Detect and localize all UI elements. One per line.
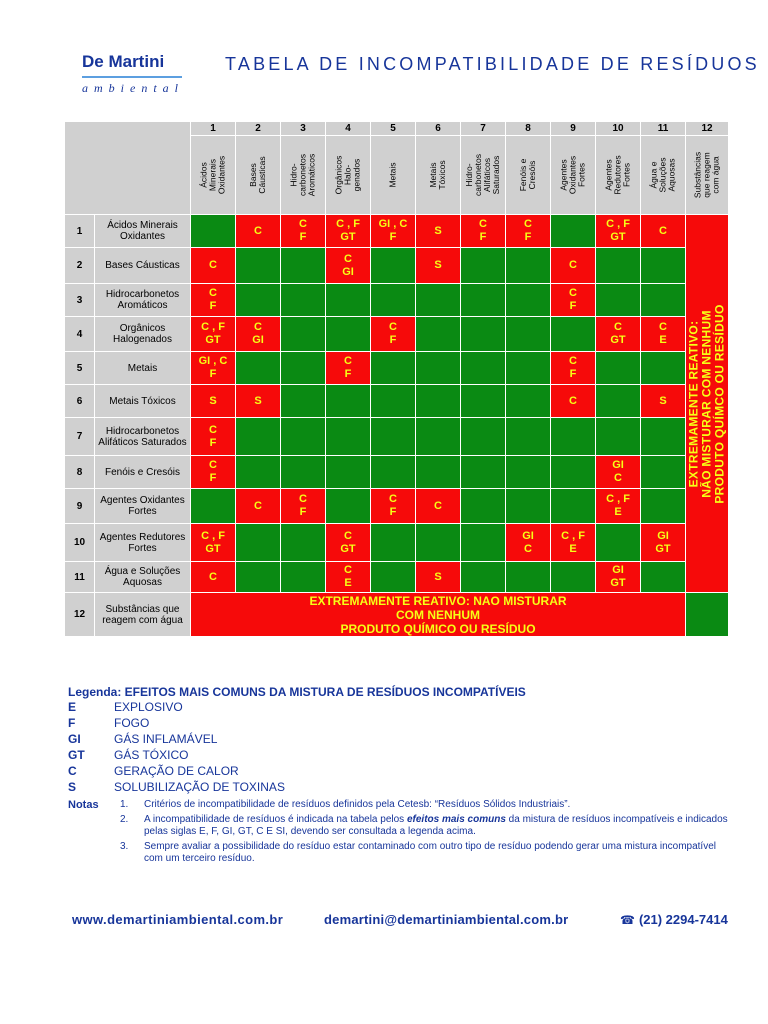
table-row (65, 317, 729, 352)
compatible-cell (326, 489, 371, 524)
compatible-cell (236, 418, 281, 456)
compatible-cell (551, 215, 596, 248)
column-number: 10 (596, 122, 641, 136)
column-number: 8 (506, 122, 551, 136)
incompatible-cell: C F (326, 352, 371, 385)
compatible-cell (641, 418, 686, 456)
row-number: 12 (65, 593, 95, 637)
table-row (65, 284, 729, 317)
column-number: 4 (326, 122, 371, 136)
column-label: Substâncias que reagem com água (692, 151, 721, 199)
row-number: 11 (65, 562, 95, 593)
incompatible-cell: C F (191, 456, 236, 489)
compatible-cell (461, 456, 506, 489)
compatible-cell (416, 418, 461, 456)
legend-item (68, 779, 748, 795)
compatible-cell (416, 284, 461, 317)
compatible-cell (191, 215, 236, 248)
legend-description: FOGO (114, 716, 150, 730)
compatible-cell (326, 385, 371, 418)
incompatible-cell: C (416, 489, 461, 524)
compatible-cell (461, 317, 506, 352)
note-number: 2. (120, 813, 129, 825)
compatible-cell (281, 352, 326, 385)
incompatible-cell: C F (551, 352, 596, 385)
compatible-cell (236, 562, 281, 593)
note-item (68, 841, 728, 866)
incompatible-cell: GI GT (596, 562, 641, 593)
row-number: 4 (65, 317, 95, 352)
compatible-cell (461, 524, 506, 562)
row-label: Fenóis e Cresóis (95, 456, 191, 489)
note-text (144, 841, 716, 865)
compatible-cell (281, 385, 326, 418)
compatible-cell (506, 385, 551, 418)
compatible-cell (461, 418, 506, 456)
table-row (65, 593, 729, 637)
incompatible-cell: C E (641, 317, 686, 352)
row-label: Metais (95, 352, 191, 385)
legend-code: GT (68, 748, 85, 762)
column-label: Agentes Redutores Fortes (603, 155, 632, 195)
logo (82, 52, 192, 96)
notes (68, 799, 728, 868)
notes-label: Notas (68, 799, 99, 811)
compatible-cell (281, 284, 326, 317)
row-number: 7 (65, 418, 95, 456)
compatible-cell (551, 456, 596, 489)
column-label: Metais (387, 162, 398, 188)
incompatible-cell: S (416, 248, 461, 284)
row-number: 2 (65, 248, 95, 284)
incompatible-cell: C F (281, 215, 326, 248)
incompatible-cell: GI GT (641, 524, 686, 562)
compatible-cell (596, 385, 641, 418)
compatible-cell (506, 456, 551, 489)
note-text-part: da mistura de resíduos incompatíveis e indicados pelas siglas E, F, GI, GT, C E SI, devendo ser consultada a legenda acima. (144, 813, 728, 837)
compatible-cell (416, 456, 461, 489)
incompatible-cell: GI C (596, 456, 641, 489)
compatible-cell (461, 385, 506, 418)
incompatible-cell: C (551, 248, 596, 284)
website-link[interactable]: www.demartiniambiental.com.br (72, 912, 284, 927)
compatible-cell (371, 248, 416, 284)
row-label: Substâncias que reagem com água (95, 593, 191, 637)
row-number: 6 (65, 385, 95, 418)
incompatible-cell: C F (551, 284, 596, 317)
compatible-cell (236, 248, 281, 284)
column-label: Fenóis e Cresóis (518, 158, 537, 192)
column-label: Ácidos Minerais Oxidantes (198, 155, 227, 195)
incompatible-cell: C , F GT (326, 215, 371, 248)
compatible-cell (461, 489, 506, 524)
incompatible-cell: C (641, 215, 686, 248)
compatible-cell (281, 418, 326, 456)
compatible-cell (281, 562, 326, 593)
legend-code: C (68, 764, 77, 778)
compatible-cell (371, 284, 416, 317)
legend-list (68, 699, 748, 795)
incompatible-cell: C F (371, 317, 416, 352)
row-label: Orgânicos Halogenados (95, 317, 191, 352)
incompatible-cell: C (236, 489, 281, 524)
incompatible-cell: GI C (506, 524, 551, 562)
incompatible-cell: C (236, 215, 281, 248)
compatible-cell (551, 317, 596, 352)
legend-description: GÁS TÓXICO (114, 748, 189, 762)
compatible-cell (506, 317, 551, 352)
row-label: Hidrocarbonetos Alifáticos Saturados (95, 418, 191, 456)
column-number: 3 (281, 122, 326, 136)
legend (68, 685, 748, 795)
column-header (686, 136, 729, 215)
row-label: Bases Cáusticas (95, 248, 191, 284)
compatible-cell (506, 352, 551, 385)
compatible-cell (461, 284, 506, 317)
column-header (641, 136, 686, 215)
compatible-cell (686, 593, 729, 637)
note-number: 1. (120, 799, 129, 810)
row-number: 9 (65, 489, 95, 524)
legend-item (68, 763, 748, 779)
column-header (191, 136, 236, 215)
column-header (461, 136, 506, 215)
compatible-cell (281, 524, 326, 562)
incompatibility-table (64, 121, 729, 637)
reactive-warning-vertical: EXTREMAMENTE REATIVO: NÃO MISTURAR COM NENHUM PRODUTO QUÍMCO OU RESÍDUO (686, 303, 727, 504)
column-header (371, 136, 416, 215)
incompatible-cell: C (191, 562, 236, 593)
incompatible-cell: S (416, 562, 461, 593)
legend-code: S (68, 780, 77, 794)
compatible-cell (281, 248, 326, 284)
table-row (65, 562, 729, 593)
compatible-cell (371, 524, 416, 562)
note-text-part: Critérios de incompatibilidade de resíduos definidos pela Cetesb: “Resíduos Sólidos Industriais”. (144, 799, 571, 810)
compatible-cell (596, 524, 641, 562)
legend-description: GÁS INFLAMÁVEL (114, 732, 218, 746)
column-label: Metais Tóxicos (428, 160, 447, 190)
incompatible-cell: C F (191, 284, 236, 317)
column-number: 1 (191, 122, 236, 136)
column-label: Bases Cáusticas (248, 156, 267, 194)
compatible-cell (641, 562, 686, 593)
legend-description: EXPLOSIVO (114, 700, 183, 714)
column-header (326, 136, 371, 215)
compatible-cell (416, 352, 461, 385)
note-number: 3. (120, 840, 129, 852)
incompatible-cell: GI , C F (371, 215, 416, 248)
legend-item (68, 715, 748, 731)
row-number: 5 (65, 352, 95, 385)
row-label: Agentes Redutores Fortes (95, 524, 191, 562)
table-row (65, 215, 729, 248)
row-label: Água e Soluções Aquosas (95, 562, 191, 593)
compatible-cell (506, 248, 551, 284)
compatible-cell (551, 562, 596, 593)
compatible-cell (371, 385, 416, 418)
compatible-cell (506, 562, 551, 593)
legend-description: SOLUBILIZAÇÃO DE TOXINAS (114, 780, 285, 794)
incompatible-cell: C F (281, 489, 326, 524)
column-label: Hidro- carbonetos Aromáticos (288, 153, 317, 197)
compatible-cell (506, 489, 551, 524)
table-row (65, 352, 729, 385)
legend-item (68, 747, 748, 763)
phone-contact (620, 912, 728, 927)
compatible-cell (326, 418, 371, 456)
compatible-cell (326, 284, 371, 317)
incompatible-cell: C F (371, 489, 416, 524)
compatible-cell (596, 418, 641, 456)
legend-item (68, 731, 748, 747)
row-label: Hidrocarbonetos Aromáticos (95, 284, 191, 317)
column-label: Hidro- carbonetos Alifáticos Saturados (464, 153, 501, 197)
table-row (65, 248, 729, 284)
compatible-cell (371, 562, 416, 593)
column-header (596, 136, 641, 215)
row-number: 10 (65, 524, 95, 562)
compatible-cell (371, 418, 416, 456)
note-text-part: A incompatibilidade de resíduos é indicada na tabela pelos (144, 813, 407, 825)
incompatible-cell: C (191, 248, 236, 284)
compatible-cell (236, 524, 281, 562)
note-text-part: Sempre avaliar a possibilidade do resíduo estar contaminado com outro tipo de resíduo podendo gerar uma mistura incompatível com um terceiro resíduo. (144, 840, 716, 864)
compatible-cell (191, 489, 236, 524)
incompatible-cell: C , F GT (596, 215, 641, 248)
legend-description: GERAÇÃO DE CALOR (114, 764, 239, 778)
column-header (506, 136, 551, 215)
compatible-cell (416, 524, 461, 562)
compatible-cell (416, 385, 461, 418)
compatible-cell (326, 317, 371, 352)
reactive-warning-row: EXTREMAMENTE REATIVO: NAO MISTURAR COM NENHUM PRODUTO QUÍMICO OU RESÍDUO (191, 593, 686, 637)
incompatible-cell: S (191, 385, 236, 418)
column-number: 12 (686, 122, 729, 136)
incompatible-cell: C , F E (551, 524, 596, 562)
table-row (65, 385, 729, 418)
row-number: 3 (65, 284, 95, 317)
compatible-cell (641, 284, 686, 317)
column-header (281, 136, 326, 215)
incompatible-cell: C F (191, 418, 236, 456)
incompatible-cell: C F (506, 215, 551, 248)
compatible-cell (596, 284, 641, 317)
row-label: Ácidos Minerais Oxidantes (95, 215, 191, 248)
column-label: Orgânicos Halo- genados (333, 155, 362, 195)
compatible-cell (596, 248, 641, 284)
incompatible-cell: C GI (236, 317, 281, 352)
compatible-cell (236, 456, 281, 489)
incompatible-cell: C F (461, 215, 506, 248)
incompatible-cell: S (236, 385, 281, 418)
column-number: 9 (551, 122, 596, 136)
compatible-cell (461, 352, 506, 385)
column-number: 6 (416, 122, 461, 136)
incompatible-cell: C GT (596, 317, 641, 352)
row-label: Metais Tóxicos (95, 385, 191, 418)
legend-code: F (68, 716, 76, 730)
compatible-cell (326, 456, 371, 489)
logo-subtitle: ambiental (82, 76, 182, 96)
compatible-cell (416, 317, 461, 352)
column-number: 5 (371, 122, 416, 136)
table-row (65, 489, 729, 524)
compatible-cell (596, 352, 641, 385)
compatible-cell (236, 352, 281, 385)
incompatible-cell: C (551, 385, 596, 418)
incompatible-cell: C GT (326, 524, 371, 562)
table-row (65, 524, 729, 562)
phone-number: (21) 2294-7414 (638, 912, 728, 927)
compatible-cell (551, 489, 596, 524)
compatible-cell (641, 352, 686, 385)
note-text (144, 799, 570, 810)
note-item (68, 799, 728, 812)
column-label: Água e Soluções Aquosas (648, 157, 677, 193)
incompatible-cell: S (641, 385, 686, 418)
compatible-cell (371, 352, 416, 385)
compatible-cell (371, 456, 416, 489)
header-corner (65, 122, 191, 215)
column-label: Agentes Oxidantes Fortes (558, 155, 587, 195)
page-title: TABELA DE INCOMPATIBILIDADE DE RESÍDUOS (225, 54, 760, 74)
compatible-cell (461, 248, 506, 284)
incompatible-cell: C , F GT (191, 317, 236, 352)
incompatible-cell: C GI (326, 248, 371, 284)
compatible-cell (641, 456, 686, 489)
compatible-cell (641, 248, 686, 284)
note-text (144, 814, 728, 838)
logo-title: De Martini (82, 52, 165, 71)
legend-code: GI (68, 732, 81, 746)
note-emphasis: efeitos mais comuns (406, 813, 506, 825)
column-header (551, 136, 596, 215)
compatible-cell (236, 284, 281, 317)
incompatible-cell: S (416, 215, 461, 248)
column-number: 11 (641, 122, 686, 136)
incompatible-cell: C , F E (596, 489, 641, 524)
column-header (416, 136, 461, 215)
note-item (68, 814, 728, 839)
column-number: 7 (461, 122, 506, 136)
compatible-cell (506, 284, 551, 317)
compatible-cell (281, 317, 326, 352)
notes-list (68, 799, 728, 866)
column-number: 2 (236, 122, 281, 136)
row-number: 8 (65, 456, 95, 489)
incompatible-cell: GI , C F (191, 352, 236, 385)
legend-title: Legenda: EFEITOS MAIS COMUNS DA MISTURA DE RESÍDUOS INCOMPATÍVEIS (68, 685, 526, 699)
table-row (65, 456, 729, 489)
email-link[interactable]: demartini@demartiniambiental.com.br (324, 912, 569, 927)
row-label: Agentes Oxidantes Fortes (95, 489, 191, 524)
column-header (236, 136, 281, 215)
compatible-cell (506, 418, 551, 456)
legend-item (68, 699, 748, 715)
incompatible-cell: C E (326, 562, 371, 593)
compatible-cell (461, 562, 506, 593)
incompatible-cell: C , F GT (191, 524, 236, 562)
table-row (65, 418, 729, 456)
reactive-column (686, 215, 729, 593)
row-number: 1 (65, 215, 95, 248)
compatible-cell (641, 489, 686, 524)
phone-icon: ☎ (620, 913, 635, 927)
legend-code: E (68, 700, 77, 714)
compatible-cell (551, 418, 596, 456)
compatible-cell (281, 456, 326, 489)
